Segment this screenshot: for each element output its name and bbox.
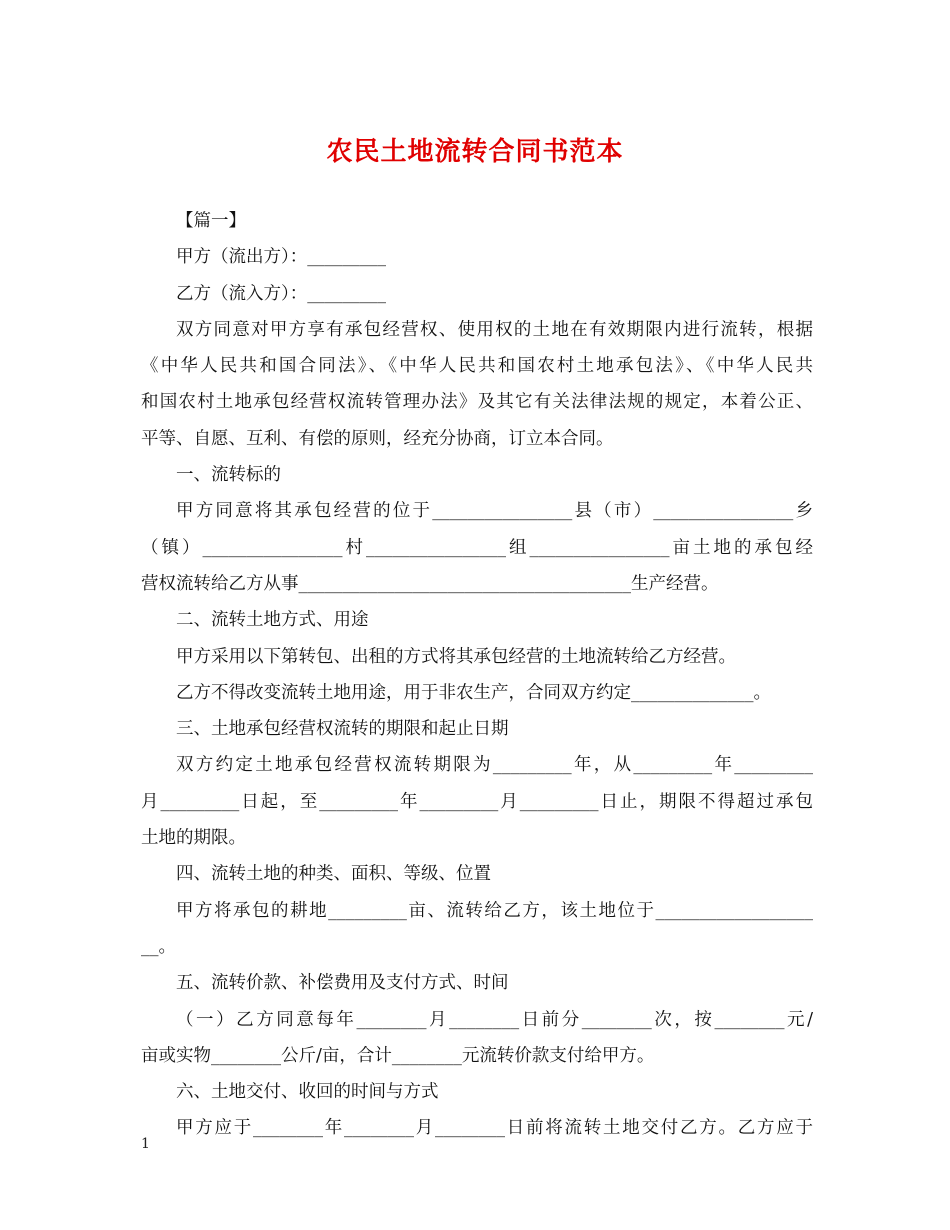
text-line: 甲方应于________年________月________日前将流转土地交付乙方。乙方应于: [176, 1118, 813, 1139]
text-line: 甲方将承包的耕地_________亩、流转给乙方，该土地位于__________________: [176, 900, 813, 921]
text-line: 甲方同意将其承包经营的位于________________县（市）________________乡: [176, 501, 813, 522]
text-line: 月_________日起，至_________年_________月_________日止，期限不得超过承包: [141, 791, 813, 812]
text-line: 三、土地承包经营权流转的期限和起止日期: [176, 719, 509, 740]
text-line: 甲方（流出方）：_________: [176, 247, 386, 268]
text-line: 《中华人民共和国合同法》、《中华人民共和国农村土地承包法》、《中华人民共: [141, 356, 813, 377]
text-line: 一、流转标的: [176, 465, 281, 486]
text-line: 五、流转价款、补偿费用及支付方式、时间: [176, 973, 509, 994]
text-line: 【篇一】: [176, 211, 246, 231]
text-line: 双方同意对甲方享有承包经营权、使用权的土地在有效期限内进行流转，根据: [176, 319, 813, 340]
text-line: 二、流转土地方式、用途: [176, 610, 369, 631]
text-line: （一）乙方同意每年________月________日前分________次，按________元/: [176, 1009, 813, 1030]
text-line: 亩或实物________公斤/亩，合计________元流转价款支付给甲方。: [141, 1045, 655, 1066]
text-line: __。: [141, 936, 176, 957]
text-line: 营权流转给乙方从事______________________________________生产经营。: [141, 573, 719, 594]
text-line: 乙方（流入方）：_________: [176, 283, 386, 304]
document-title: 农民土地流转合同书范本: [326, 137, 624, 167]
text-line: 乙方不得改变流转土地用途，用于非农生产，合同双方约定______________。: [176, 682, 771, 703]
document-body: [141, 203, 813, 1147]
text-line: 六、土地交付、收回的时间与方式: [176, 1082, 439, 1103]
text-line: 土地的期限。: [141, 828, 246, 849]
page-number: 1: [141, 1136, 150, 1152]
text-line: 四、流转土地的种类、面积、等级、位置: [176, 864, 491, 885]
text-line: （镇）________________村________________组________________亩土地的承包经: [141, 537, 813, 558]
text-line: 平等、自愿、互利、有偿的原则，经充分协商，订立本合同。: [141, 428, 614, 449]
text-line: 甲方采用以下第转包、出租的方式将其承包经营的土地流转给乙方经营。: [176, 646, 736, 667]
text-line: 和国农村土地承包经营权流转管理办法》及其它有关法律法规的规定，本着公正、: [141, 392, 813, 413]
text-line: 双方约定土地承包经营权流转期限为_________年，从_________年_________: [176, 755, 813, 776]
